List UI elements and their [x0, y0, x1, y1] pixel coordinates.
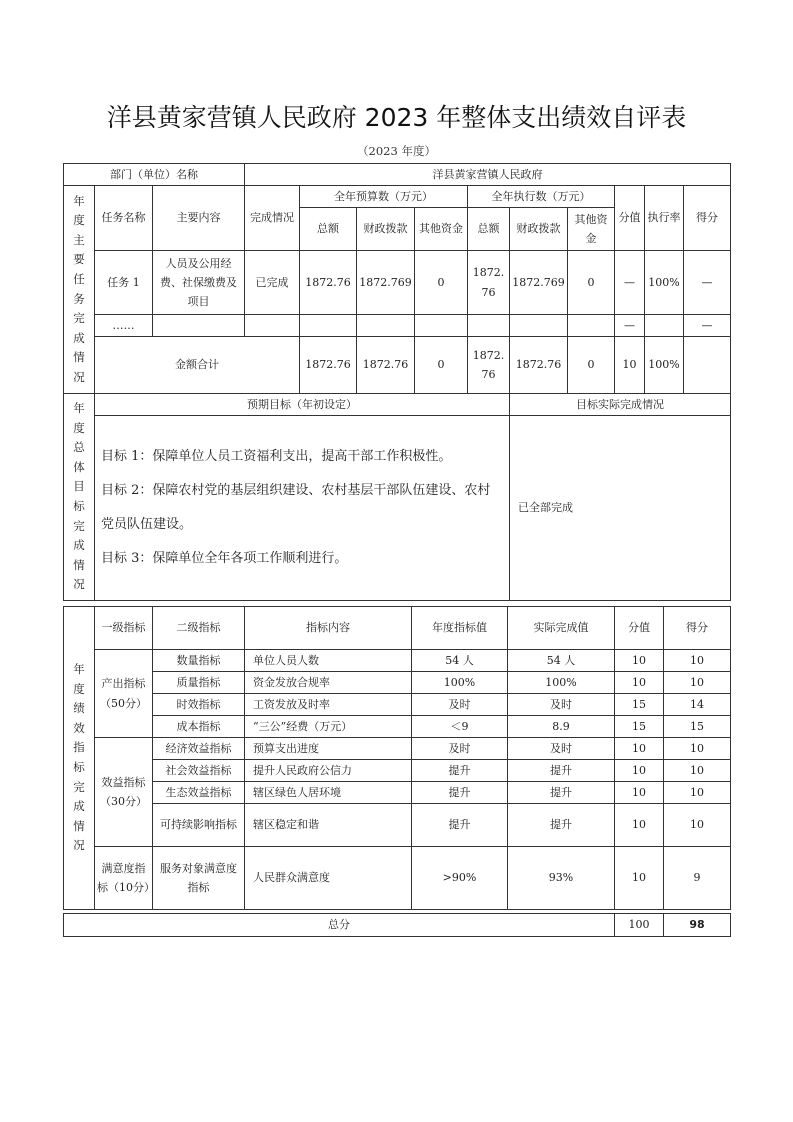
budget-fiscal [357, 315, 415, 337]
total-score: 98 [664, 914, 731, 937]
score-value: 10 [615, 760, 664, 782]
score-value: 15 [615, 716, 664, 738]
sum-label: 金额合计 [95, 337, 300, 394]
score: 10 [664, 672, 731, 694]
header-main-content: 主要内容 [153, 186, 245, 251]
score: 10 [664, 760, 731, 782]
indicator-content: 单位人员人数 [245, 650, 412, 672]
exec-total: 1872.76 [468, 251, 510, 315]
total-label: 总分 [64, 914, 615, 937]
task-content: 人员及公用经费、社保缴费及项目 [153, 251, 245, 315]
header-task-name: 任务名称 [95, 186, 153, 251]
score: 10 [664, 804, 731, 847]
sum-budget-fiscal: 1872.76 [357, 337, 415, 394]
level1-output: 产出指标（50分） [95, 650, 153, 738]
score: 14 [664, 694, 731, 716]
actual-value: 及时 [508, 738, 615, 760]
score: — [684, 315, 731, 337]
actual-value: 100% [508, 672, 615, 694]
task-row [64, 315, 731, 337]
indicator-row [64, 804, 731, 847]
actual-goals-header: 目标实际完成情况 [510, 394, 731, 416]
target-value: >90% [412, 847, 508, 910]
task-content [153, 315, 245, 337]
header-exec-total: 总额 [468, 208, 510, 251]
total-row-table [63, 913, 731, 937]
header-exec-fiscal: 财政拨款 [510, 208, 568, 251]
level1-benefit: 效益指标（30分） [95, 738, 153, 847]
header-budget-group: 全年预算数（万元） [300, 186, 468, 208]
indicator-row [64, 650, 731, 672]
level2: 经济效益指标 [153, 738, 245, 760]
level1-satisfaction: 满意度指标（10分） [95, 847, 153, 910]
sum-budget-total: 1872.76 [300, 337, 357, 394]
exec-fiscal: 1872.769 [510, 251, 568, 315]
goal-item: 目标 2：保障农村党的基层组织建设、农村基层干部队伍建设、农村党员队伍建设。 [101, 483, 491, 532]
task-row [64, 251, 731, 315]
header-exec-other: 其他资金 [568, 208, 615, 251]
exec-total [468, 315, 510, 337]
actual-value: 8.9 [508, 716, 615, 738]
task-and-goal-table [63, 163, 731, 601]
sum-exec-other: 0 [568, 337, 615, 394]
expected-goals-header: 预期目标（年初设定） [95, 394, 510, 416]
actual-value: 54 人 [508, 650, 615, 672]
target-value: 100% [412, 672, 508, 694]
actual-value: 93% [508, 847, 615, 910]
sum-exec-rate: 100% [645, 337, 684, 394]
indicator-row [64, 716, 731, 738]
header-actual: 实际完成值 [508, 607, 615, 650]
score: 9 [664, 847, 731, 910]
exec-fiscal [510, 315, 568, 337]
exec-rate: 100% [645, 251, 684, 315]
goal-item: 目标 1：保障单位人员工资福利支出，提高干部工作积极性。 [101, 449, 452, 465]
indicators-section-label: 年 度 绩 效 指 标 完 成 情 况 [64, 607, 95, 910]
task-name: 任务 1 [95, 251, 153, 315]
header-score: 得分 [684, 186, 731, 251]
indicator-content: 人民群众满意度 [245, 847, 412, 910]
score: 10 [664, 738, 731, 760]
score-value: 10 [615, 847, 664, 910]
dept-value: 洋县黄家营镇人民政府 [245, 164, 731, 186]
level2: 社会效益指标 [153, 760, 245, 782]
total-row [64, 914, 731, 937]
indicator-content: 辖区稳定和谐 [245, 804, 412, 847]
score: 15 [664, 716, 731, 738]
score: 10 [664, 650, 731, 672]
level2: 质量指标 [153, 672, 245, 694]
sum-score [684, 337, 731, 394]
actual-value: 及时 [508, 694, 615, 716]
level2: 可持续影响指标 [153, 804, 245, 847]
header-budget-other: 其他资金 [415, 208, 468, 251]
level2: 成本指标 [153, 716, 245, 738]
level2: 数量指标 [153, 650, 245, 672]
goals-section-label: 年 度 总 体 目 标 完 成 情 况 [64, 394, 95, 601]
score-value: — [615, 315, 645, 337]
header-score-value: 分值 [615, 607, 664, 650]
score-value: 10 [615, 804, 664, 847]
level2: 生态效益指标 [153, 782, 245, 804]
score: 10 [664, 782, 731, 804]
header-level1: 一级指标 [95, 607, 153, 650]
indicator-row [64, 738, 731, 760]
score-value: 10 [615, 672, 664, 694]
document-subtitle: （2023 年度） [357, 144, 436, 158]
tasks-section-label: 年 度 主 要 任 务 完 成 情 况 [64, 186, 95, 394]
target-value: 及时 [412, 738, 508, 760]
indicator-content: “三公”经费（万元） [245, 716, 412, 738]
sum-score-value: 10 [615, 337, 645, 394]
budget-total [300, 315, 357, 337]
budget-total: 1872.76 [300, 251, 357, 315]
indicator-row [64, 694, 731, 716]
expected-goals [95, 416, 510, 601]
goal-item: 目标 3：保障单位全年各项工作顺利进行。 [101, 550, 348, 566]
sum-budget-other: 0 [415, 337, 468, 394]
header-score-value: 分值 [615, 186, 645, 251]
actual-value: 提升 [508, 804, 615, 847]
task-name: …… [95, 315, 153, 337]
level2: 服务对象满意度指标 [153, 847, 245, 910]
header-target: 年度指标值 [412, 607, 508, 650]
header-exec-group: 全年执行数（万元） [468, 186, 615, 208]
exec-other: 0 [568, 251, 615, 315]
target-value: 54 人 [412, 650, 508, 672]
indicators-table [63, 606, 731, 910]
header-level2: 二级指标 [153, 607, 245, 650]
score: — [684, 251, 731, 315]
target-value: 提升 [412, 760, 508, 782]
indicator-content: 资金发放合规率 [245, 672, 412, 694]
score-value: — [615, 251, 645, 315]
budget-other [415, 315, 468, 337]
budget-other: 0 [415, 251, 468, 315]
score-value: 10 [615, 782, 664, 804]
indicator-row [64, 847, 731, 910]
exec-rate [645, 315, 684, 337]
indicator-content: 辖区绿色人居环境 [245, 782, 412, 804]
dept-label: 部门（单位）名称 [64, 164, 245, 186]
task-status: 已完成 [245, 251, 300, 315]
indicator-content: 工资发放及时率 [245, 694, 412, 716]
score-value: 10 [615, 738, 664, 760]
header-budget-total: 总额 [300, 208, 357, 251]
score-value: 15 [615, 694, 664, 716]
level2: 时效指标 [153, 694, 245, 716]
indicator-content: 提升人民政府公信力 [245, 760, 412, 782]
exec-other [568, 315, 615, 337]
sum-exec-total: 1872.76 [468, 337, 510, 394]
header-content: 指标内容 [245, 607, 412, 650]
budget-fiscal: 1872.769 [357, 251, 415, 315]
actual-value: 提升 [508, 782, 615, 804]
indicator-row [64, 760, 731, 782]
sum-row [64, 337, 731, 394]
target-value: 及时 [412, 694, 508, 716]
indicator-row [64, 782, 731, 804]
header-completion: 完成情况 [245, 186, 300, 251]
indicator-row [64, 672, 731, 694]
target-value: 提升 [412, 782, 508, 804]
actual-value: 提升 [508, 760, 615, 782]
total-score-value: 100 [615, 914, 664, 937]
header-exec-rate: 执行率 [645, 186, 684, 251]
target-value: ＜9 [412, 716, 508, 738]
header-budget-fiscal: 财政拨款 [357, 208, 415, 251]
score-value: 10 [615, 650, 664, 672]
indicator-content: 预算支出进度 [245, 738, 412, 760]
sum-exec-fiscal: 1872.76 [510, 337, 568, 394]
target-value: 提升 [412, 804, 508, 847]
task-status [245, 315, 300, 337]
document-title: 洋县黄家营镇人民政府 2023 年整体支出绩效自评表 [106, 103, 687, 132]
actual-goals: 已全部完成 [510, 416, 731, 601]
header-score: 得分 [664, 607, 731, 650]
